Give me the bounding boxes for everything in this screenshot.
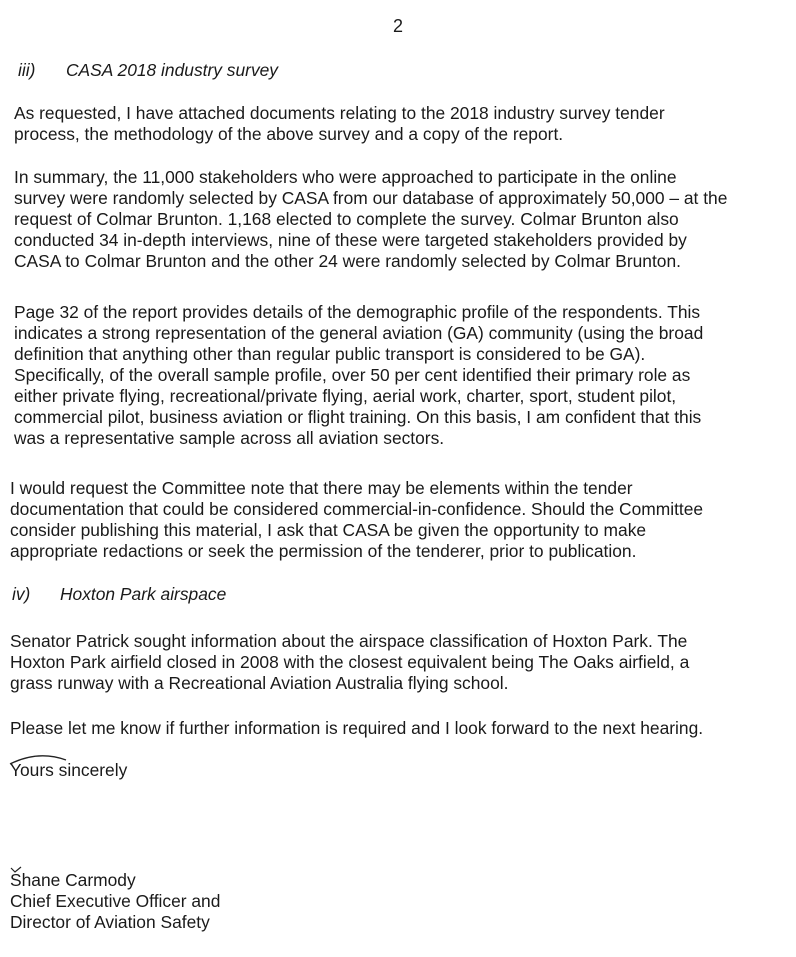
paragraph-line: Specifically, of the overall sample profile, over 50 per cent identified their primary role as: [14, 365, 691, 385]
paragraph-further-information: [10, 718, 792, 739]
signatory-title-line-1: Chief Executive Officer and: [10, 891, 221, 911]
paragraph-line: Page 32 of the report provides details of the demographic profile of the respondents. This: [14, 302, 701, 322]
section-iii-number: iii): [18, 60, 36, 80]
paragraph-demographic-profile: [14, 302, 796, 449]
paragraph-line: Please let me know if further information is required and I look forward to the next hearing.: [10, 718, 704, 738]
paragraph-line: Hoxton Park airfield closed in 2008 with the closest equivalent being The Oaks airfield, a: [10, 652, 690, 672]
paragraph-line: survey were randomly selected by CASA from our database of approximately 50,000 – at the: [14, 188, 728, 208]
paragraph-line: CASA to Colmar Brunton and the other 24 were randomly selected by Colmar Brunton.: [14, 251, 681, 271]
paragraph-hoxton-park: [10, 631, 792, 694]
section-iii-title: CASA 2018 industry survey: [66, 60, 279, 80]
section-iv-heading: [12, 584, 226, 605]
paragraph-line: As requested, I have attached documents relating to the 2018 industry survey tender: [14, 103, 665, 123]
paragraph-line: In summary, the 11,000 stakeholders who were approached to participate in the online: [14, 167, 677, 187]
paragraph-line: definition that anything other than regular public transport is considered to be GA).: [14, 344, 646, 364]
section-iv-title: Hoxton Park airspace: [60, 584, 227, 604]
paragraph-line: conducted 34 in-depth interviews, nine of these were targeted stakeholders provided by: [14, 230, 687, 250]
paragraph-line: grass runway with a Recreational Aviation Australia flying school.: [10, 673, 509, 693]
paragraph-line: appropriate redactions or seek the permission of the tenderer, prior to publication.: [10, 541, 637, 561]
signature-block: [10, 870, 220, 933]
paragraph-commercial-in-confidence: [10, 478, 792, 562]
paragraph-line: request of Colmar Brunton. 1,168 elected to complete the survey. Colmar Brunton also: [14, 209, 679, 229]
signatory-title-line-2: Director of Aviation Safety: [10, 912, 210, 932]
paragraph-line: Senator Patrick sought information about the airspace classification of Hoxton Park. The: [10, 631, 688, 651]
paragraph-line: indicates a strong representation of the general aviation (GA) community (using the broad: [14, 323, 704, 343]
paragraph-line: commercial pilot, business aviation or flight training. On this basis, I am confident that this: [14, 407, 702, 427]
paragraph-line: was a representative sample across all aviation sectors.: [14, 428, 445, 448]
closing-salutation: Yours sincerely: [10, 760, 128, 780]
paragraph-line: documentation that could be considered commercial-in-confidence. Should the Committee: [10, 499, 704, 519]
section-iii-heading: [18, 60, 278, 81]
section-iv-number: iv): [12, 584, 31, 604]
signatory-name: Shane Carmody: [10, 870, 136, 890]
paragraph-line: either private flying, recreational/private flying, aerial work, charter, sport, student pilot,: [14, 386, 677, 406]
paragraph-line: I would request the Committee note that there may be elements within the tender: [10, 478, 633, 498]
paragraph-survey-summary: [14, 167, 796, 272]
paragraph-line: process, the methodology of the above survey and a copy of the report.: [14, 124, 564, 144]
paragraph-line: consider publishing this material, I ask that CASA be given the opportunity to make: [10, 520, 647, 540]
page-number: 2: [392, 16, 403, 36]
paragraph-survey-documents: [14, 103, 796, 145]
